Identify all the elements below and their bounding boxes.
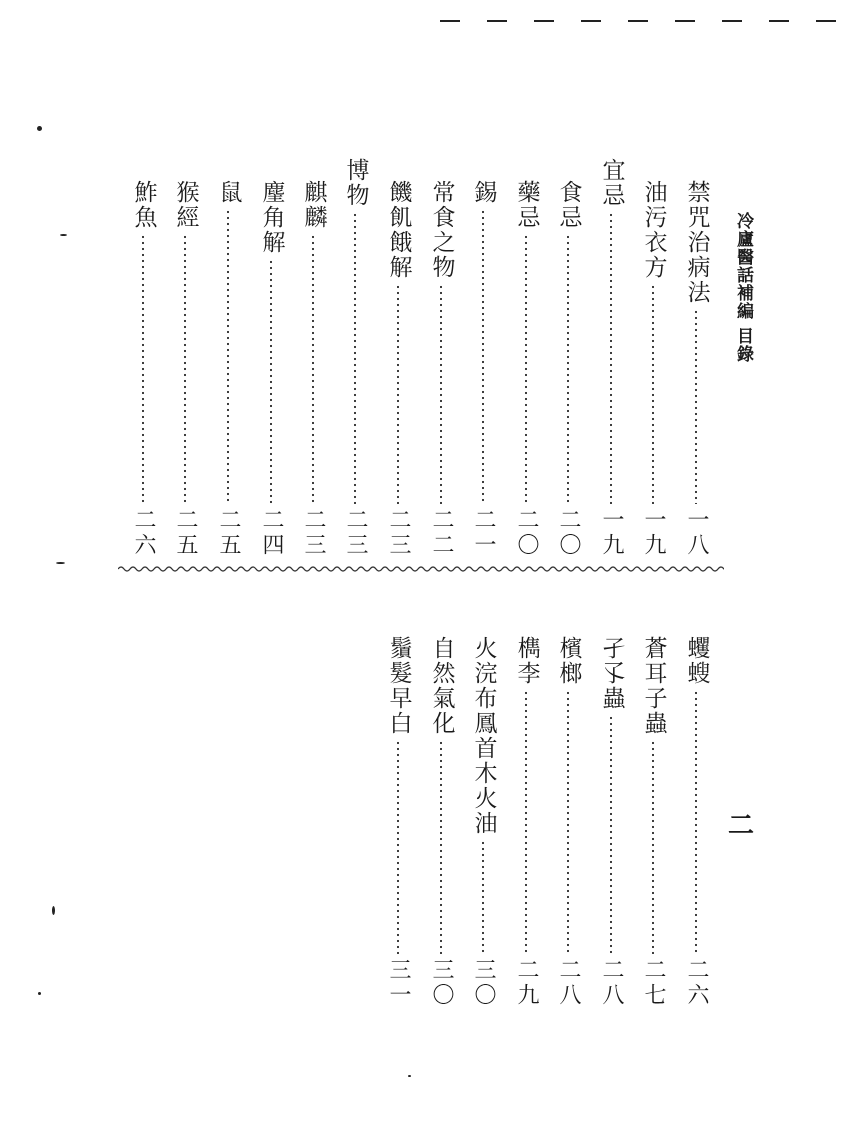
toc-entry (130, 180, 156, 558)
section-divider-wavy-rule (118, 562, 724, 576)
toc-entry (385, 180, 411, 558)
toc-entry (555, 636, 581, 1008)
toc-entry-title: 火浣布鳳首木火油 (470, 636, 497, 836)
dot-leader (695, 309, 697, 504)
toc-entry-title: 饑飢餓解 (385, 180, 412, 280)
dot-leader (142, 234, 144, 504)
scan-speck (60, 234, 67, 236)
toc-entry-title: 油污衣方 (640, 180, 667, 280)
toc-entry-title: 檇李 (513, 636, 540, 686)
toc-entry (342, 158, 368, 558)
toc-entry-page: 二六 (684, 958, 709, 1008)
toc-entry (385, 636, 411, 1008)
dot-leader (482, 840, 484, 954)
toc-entry (300, 180, 326, 558)
toc-entry-page: 二六 (131, 508, 156, 558)
toc-entry-title: 麒麟 (300, 180, 327, 230)
scan-speck (38, 992, 41, 995)
toc-entry-title: 食忌 (555, 180, 582, 230)
toc-entry-page: 二五 (173, 508, 198, 558)
dot-leader (482, 209, 484, 504)
toc-entry (428, 636, 454, 1008)
toc-entry-title: 宜忌 (598, 158, 625, 208)
toc-entry-title: 蠼螋 (683, 636, 710, 686)
dot-leader (695, 690, 697, 954)
dot-leader (312, 234, 314, 504)
toc-entry (555, 180, 581, 558)
toc-entry-title: 孑孓蟲 (598, 636, 625, 711)
dot-leader (354, 212, 356, 504)
toc-entry (598, 636, 624, 1008)
toc-entry-page: 二四 (259, 508, 284, 558)
toc-entry (470, 636, 496, 1008)
toc-entry-page: 二七 (641, 958, 666, 1008)
toc-entry-title: 鼠 (215, 180, 242, 205)
toc-entry-page: 一八 (684, 508, 709, 558)
toc-entry-page: 三一 (386, 958, 411, 1008)
dot-leader (440, 740, 442, 954)
toc-entry-page: 二八 (599, 958, 624, 1008)
dot-leader (652, 284, 654, 504)
toc-entry-title: 常食之物 (428, 180, 455, 280)
toc-entry (640, 180, 666, 558)
toc-entry-page: 二一 (471, 508, 496, 558)
dot-leader (184, 234, 186, 504)
toc-entry (598, 158, 624, 558)
toc-entry-page: 三〇 (429, 958, 454, 1008)
toc-entry (683, 180, 709, 558)
scan-speck (408, 1075, 411, 1077)
toc-entry-page: 一九 (599, 508, 624, 558)
scan-speck (52, 906, 55, 915)
toc-entry-title: 博物 (342, 158, 369, 208)
toc-entry (172, 180, 198, 558)
toc-entry-title: 自然氣化 (428, 636, 455, 736)
toc-entry-title: 藥忌 (513, 180, 540, 230)
dot-leader (610, 212, 612, 504)
toc-entry-page: 二〇 (514, 508, 539, 558)
toc-entry (215, 180, 241, 558)
toc-entry-page: 二五 (216, 508, 241, 558)
toc-entry (513, 636, 539, 1008)
toc-entry-page: 二三 (386, 508, 411, 558)
toc-entry (513, 180, 539, 558)
running-title: 冷廬醫話補編 目錄 (733, 212, 753, 363)
toc-entry-page: 二三 (301, 508, 326, 558)
toc-entry-page: 三〇 (471, 958, 496, 1008)
dot-leader (525, 234, 527, 504)
scan-speck (56, 562, 65, 564)
dot-leader (397, 740, 399, 954)
toc-entry-title: 禁咒治病法 (683, 180, 710, 305)
toc-entry (470, 180, 496, 558)
toc-entry-title: 蒼耳子蟲 (640, 636, 667, 736)
dot-leader (567, 234, 569, 504)
dot-leader (567, 690, 569, 954)
dot-leader (610, 715, 612, 954)
toc-entry (683, 636, 709, 1008)
dot-leader (397, 284, 399, 504)
dot-leader (525, 690, 527, 954)
toc-entry-page: 二〇 (556, 508, 581, 558)
toc-entry-page: 二八 (556, 958, 581, 1008)
toc-entry (258, 180, 284, 558)
page-number: 二 (728, 811, 755, 841)
toc-entry-title: 鮓魚 (130, 180, 157, 230)
dot-leader (270, 259, 272, 504)
top-dash-rule (440, 12, 860, 32)
toc-entry-page: 二九 (514, 958, 539, 1008)
toc-entry-title: 猴經 (172, 180, 199, 230)
toc-entry-page: 一九 (641, 508, 666, 558)
scan-speck (37, 126, 42, 131)
toc-entry-page: 二二 (429, 508, 454, 558)
toc-entry-title: 檳榔 (555, 636, 582, 686)
dot-leader (652, 740, 654, 954)
toc-entry (640, 636, 666, 1008)
toc-entry-page: 二三 (343, 508, 368, 558)
toc-entry-title: 錫 (470, 180, 497, 205)
dot-leader (440, 284, 442, 504)
toc-entry (428, 180, 454, 558)
dot-leader (227, 209, 229, 504)
toc-entry-title: 鬚髮早白 (385, 636, 412, 736)
toc-entry-title: 麈角解 (258, 180, 285, 255)
